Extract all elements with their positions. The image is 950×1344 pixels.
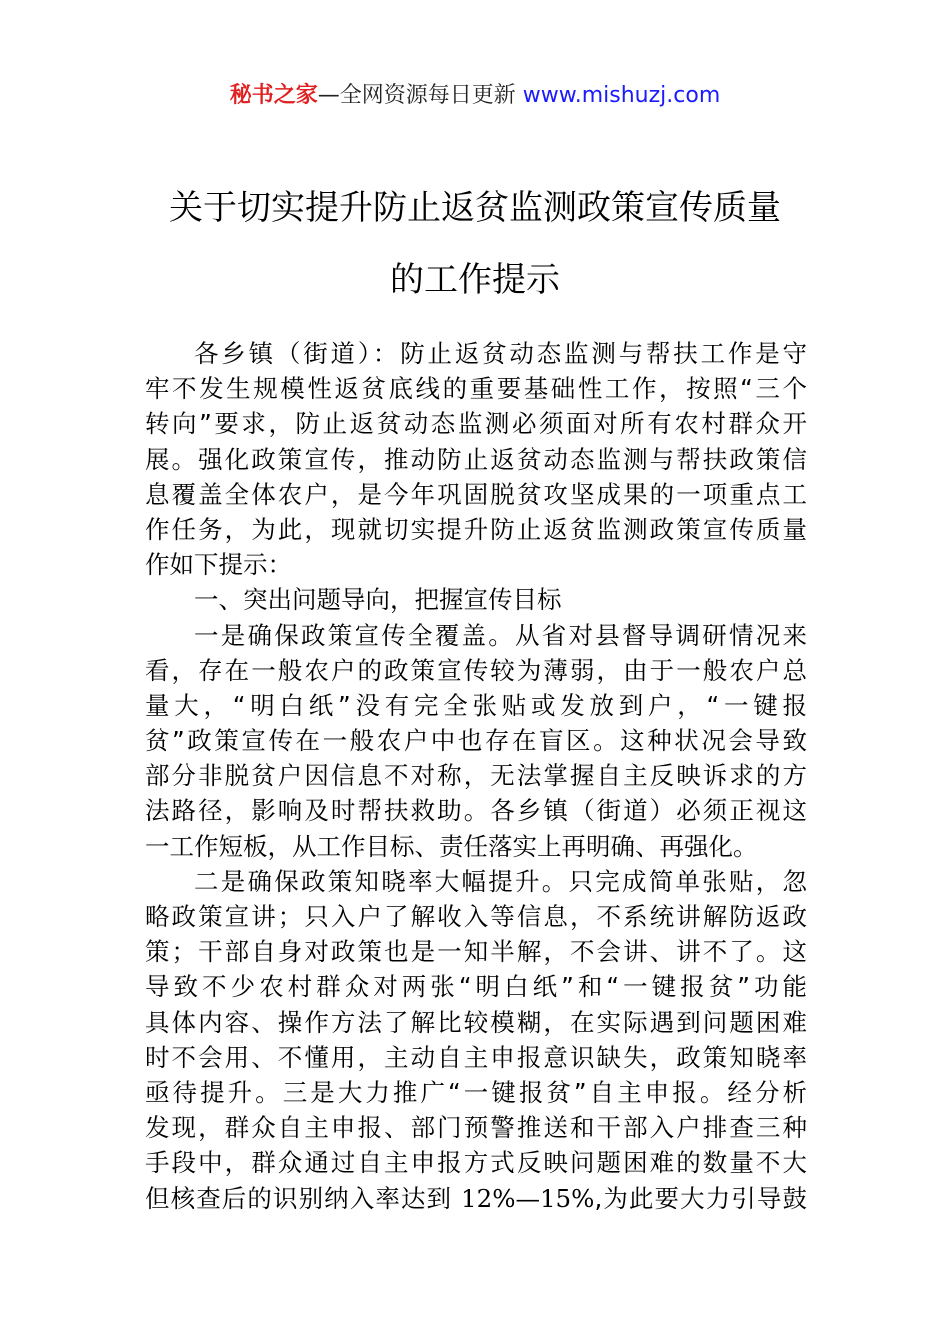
document-body [145, 336, 807, 1216]
body-line: 时不会用、不懂用，主动自主申报意识缺失，政策知晓率 [145, 1042, 807, 1072]
body-line: 二是确保政策知晓率大幅提升。只完成简单张贴，忽 [194, 866, 807, 896]
site-header [0, 80, 950, 112]
body-line: 量大，“明白纸”没有完全张贴或发放到户，“一键报 [145, 690, 807, 720]
body-line: 策；干部自身对政策也是一知半解，不会讲、讲不了。这 [145, 937, 807, 967]
body-line: 部分非脱贫户因信息不对称，无法掌握自主反映诉求的方 [145, 761, 807, 791]
site-url-link[interactable]: www.mishuzj.com [522, 83, 721, 108]
body-line: 具体内容、操作方法了解比较模糊，在实际遇到问题困难 [145, 1007, 807, 1037]
body-line: 一是确保政策宣传全覆盖。从省对县督导调研情况来 [194, 620, 807, 650]
title-line-2: 的工作提示 [390, 260, 560, 300]
body-line-last [145, 1181, 807, 1216]
last-line-prefix: 但核查后的识别纳入率达到 [145, 1183, 462, 1213]
body-line: 各乡镇（街道）：防止返贫动态监测与帮扶工作是守 [194, 339, 807, 368]
body-line: 看，存在一般农户的政策宣传较为薄弱，由于一般农户总 [145, 655, 807, 685]
body-line: 略政策宣讲；只入户了解收入等信息，不系统讲解防返政 [145, 902, 807, 931]
body-line: 转向”要求，防止返贫动态监测必须面对所有农村群众开 [145, 409, 807, 439]
document-title [120, 172, 830, 316]
site-tagline: —全网资源每日更新 [317, 83, 516, 108]
body-line: 展。强化政策宣传，推动防止返贫动态监测与帮扶政策信 [145, 444, 807, 474]
body-line: 亟待提升。三是大力推广“一键报贫”自主申报。经分析 [145, 1077, 807, 1107]
body-line: 作如下提示： [145, 550, 292, 580]
title-line-1: 关于切实提升防止返贫监测政策宣传质量 [169, 188, 781, 228]
section-heading: 一、突出问题导向，把握宣传目标 [194, 585, 562, 615]
body-line: 作任务，为此，现就切实提升防止返贫监测政策宣传质量 [145, 514, 807, 544]
body-line: 一工作短板，从工作目标、责任落实上再明确、再强化。 [145, 831, 758, 861]
body-line: 发现，群众自主申报、部门预警推送和干部入户排查三种 [145, 1113, 807, 1143]
site-brand: 秘书之家 [229, 83, 318, 108]
body-line: 手段中，群众通过自主申报方式反映问题困难的数量不大 [145, 1148, 807, 1178]
body-line: 牢不发生规模性返贫底线的重要基础性工作，按照“三个 [145, 374, 807, 404]
last-line-suffix: ,为此要大力引导鼓 [594, 1183, 807, 1213]
rate-range: 12%—15% [461, 1183, 595, 1213]
body-line: 导致不少农村群众对两张“明白纸”和“一键报贫”功能 [145, 972, 807, 1002]
body-line: 息覆盖全体农户，是今年巩固脱贫攻坚成果的一项重点工 [145, 479, 807, 509]
body-line: 法路径，影响及时帮扶救助。各乡镇（街道）必须正视这 [145, 796, 807, 826]
body-line: 贫”政策宣传在一般农户中也存在盲区。这种状况会导致 [145, 726, 807, 756]
